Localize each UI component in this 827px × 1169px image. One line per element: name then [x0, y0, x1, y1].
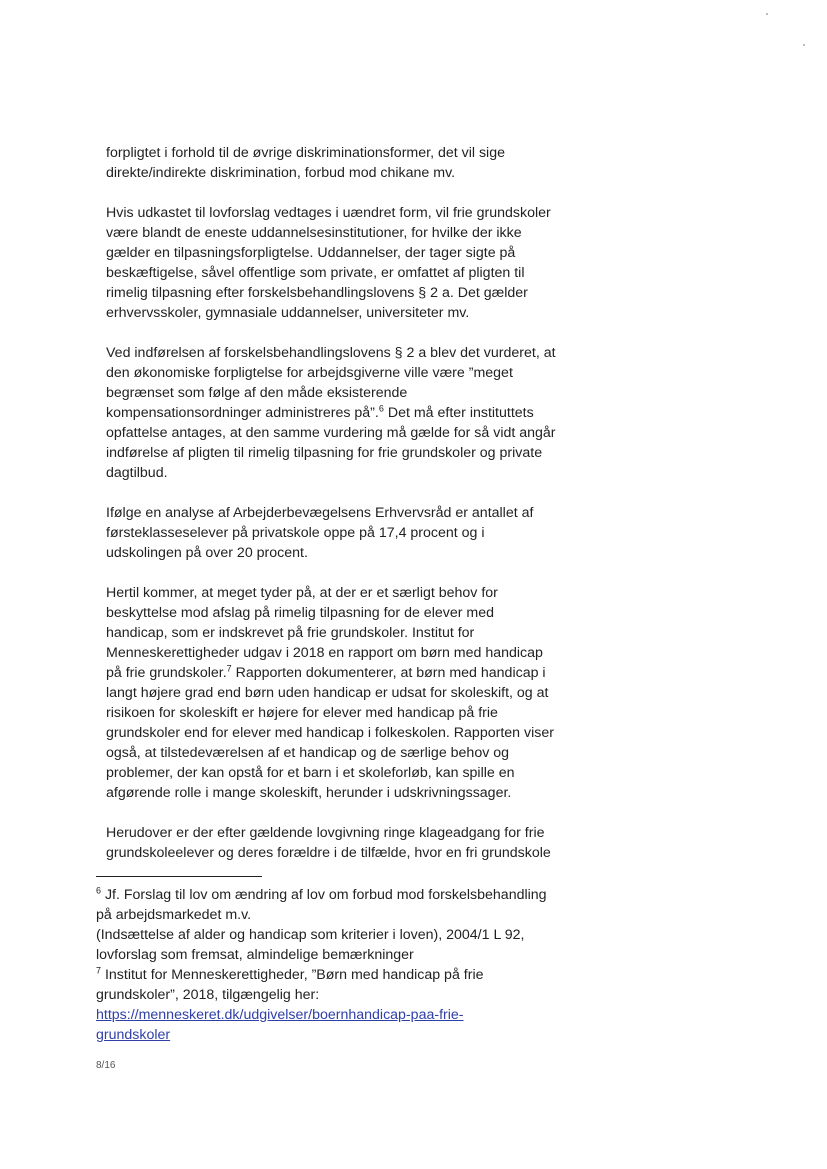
- text-line: afgørende rolle i mange skoleskift, herunder i udskrivningssager.: [106, 785, 512, 801]
- paragraph-1: [106, 143, 576, 183]
- paragraph-3: [106, 343, 576, 483]
- text-line: gælder en tilpasningsforpligtelse. Uddannelser, der tager sigte på: [106, 245, 516, 261]
- text-line: risikoen for skoleskift er højere for elever med handicap på frie: [106, 705, 498, 721]
- body-text: [106, 143, 576, 883]
- text-segment: Det må efter instituttets: [383, 405, 534, 421]
- text-line: [106, 403, 576, 423]
- text-line: Herudover er der efter gældende lovgivning ringe klageadgang for frie: [106, 825, 545, 841]
- text-line: begrænset som følge af den måde eksisterende: [106, 385, 408, 401]
- footnote-ref-7[interactable]: 7: [226, 663, 232, 674]
- text-line: førsteklasseselever på privatskole oppe på 17,4 procent og i: [106, 525, 485, 541]
- text-line: handicap, som er indskrevet på frie grundskoler. Institut for: [106, 625, 475, 641]
- text-line: [106, 663, 576, 683]
- text-line: grundskoler end for elever med handicap i folkeskolen. Rapporten viser: [106, 725, 554, 741]
- paragraph-4: [106, 503, 576, 563]
- footnote-ref-6[interactable]: 6: [378, 403, 384, 414]
- text-line: dagtilbud.: [106, 465, 168, 481]
- text-line: indførelse af pligten til rimelig tilpasning for frie grundskoler og private: [106, 445, 543, 461]
- text-line: være blandt de eneste uddannelsesinstitutioner, for hvilke der ikke: [106, 225, 522, 241]
- text-line: erhvervsskoler, gymnasiale uddannelser, universiteter mv.: [106, 305, 470, 321]
- text-line: udskolingen på over 20 procent.: [106, 545, 308, 561]
- text-line: den økonomiske forpligtelse for arbejdsgiverne ville være ”meget: [106, 365, 513, 381]
- footnote-marker: 7: [96, 965, 102, 976]
- paragraph-2: [106, 203, 576, 323]
- text-line: Hvis udkastet til lovforslag vedtages i uændret form, vil frie grundskoler: [106, 205, 551, 221]
- text-segment: Institut for Menneskerettigheder, ”Børn med handicap på frie: [101, 967, 484, 983]
- page-number: 8/16: [96, 1060, 116, 1071]
- scan-speck: [766, 13, 768, 15]
- text-line: [96, 885, 586, 905]
- text-line: direkte/indirekte diskrimination, forbud mod chikane mv.: [106, 165, 456, 181]
- text-segment: Jf. Forslag til lov om ændring af lov om forbud mod forskelsbehandling: [101, 887, 547, 903]
- text-line: Hertil kommer, at meget tyder på, at der er et særligt behov for: [106, 585, 498, 601]
- report-link-continued[interactable]: grundskoler: [96, 1027, 171, 1043]
- text-line: på arbejdsmarkedet m.v.: [96, 907, 252, 923]
- text-line: grundskoler”, 2018, tilgængelig her:: [96, 987, 320, 1003]
- footnotes: [96, 885, 586, 1045]
- text-line: Ifølge en analyse af Arbejderbevægelsens Erhvervsråd er antallet af: [106, 505, 534, 521]
- text-line: Menneskerettigheder udgav i 2018 en rapport om børn med handicap: [106, 645, 543, 661]
- text-line: beskyttelse mod afslag på rimelig tilpasning for de elever med: [106, 605, 494, 621]
- text-line: problemer, der kan opstå for et barn i et skoleforløb, kan spille en: [106, 765, 515, 781]
- text-line: også, at tilstedeværelsen af et handicap og de særlige behov og: [106, 745, 510, 761]
- text-line: beskæftigelse, såvel offentlige som private, er omfattet af pligten til: [106, 265, 525, 281]
- text-line: (Indsættelse af alder og handicap som kriterier i loven), 2004/1 L 92,: [96, 927, 525, 943]
- paragraph-6: [106, 823, 576, 863]
- text-line: grundskoleelever og deres forældre i de tilfælde, hvor en fri grundskole: [106, 845, 551, 861]
- text-line: opfattelse antages, at den samme vurdering må gælde for så vidt angår: [106, 425, 556, 441]
- text-line: Ved indførelsen af forskelsbehandlingslovens § 2 a blev det vurderet, at: [106, 345, 556, 361]
- footnote-6: [96, 885, 586, 965]
- footnote-marker: 6: [96, 885, 102, 896]
- scan-speck: [803, 44, 805, 46]
- paragraph-5: [106, 583, 576, 803]
- report-link[interactable]: https://menneskeret.dk/udgivelser/boernhandicap-paa-frie-: [96, 1007, 464, 1023]
- text-line: lovforslag som fremsat, almindelige bemærkninger: [96, 947, 414, 963]
- text-line: langt højere grad end børn uden handicap er udsat for skoleskift, og at: [106, 685, 549, 701]
- text-line: [96, 965, 586, 985]
- footnote-divider: [96, 876, 262, 877]
- text-line: rimelig tilpasning efter forskelsbehandlingslovens § 2 a. Det gælder: [106, 285, 528, 301]
- text-segment: på frie grundskoler.: [106, 665, 227, 681]
- footnote-7: [96, 965, 586, 1045]
- text-segment: kompensationsordninger administreres på”.: [106, 405, 379, 421]
- text-segment: Rapporten dokumenterer, at børn med handicap i: [231, 665, 546, 681]
- text-line: forpligtet i forhold til de øvrige diskriminationsformer, det vil sige: [106, 145, 505, 161]
